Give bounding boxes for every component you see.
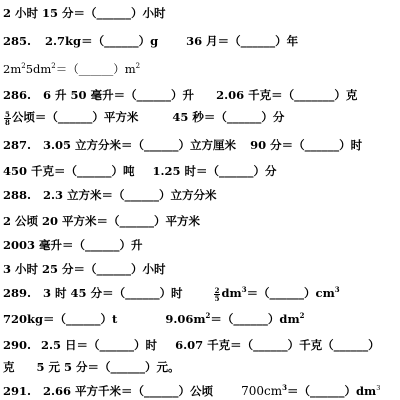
problem-287-b [3, 164, 277, 178]
question-text: 公顷＝（______）平方米 [11, 110, 139, 124]
problem-289-b [3, 312, 305, 326]
question-text: 6.07 千克＝（______）千克（______） [175, 338, 380, 352]
question-text: ＝（______）m [55, 62, 136, 76]
exponent: 3 [241, 285, 247, 295]
question-text: 2.3 立方米＝（______）立方分米 [43, 188, 217, 202]
question-text: 2.5 日＝（______）时 [41, 338, 158, 352]
problem-number: 289. [3, 286, 32, 300]
question-text: 90 分＝（______）时 [250, 138, 363, 152]
problem-288-c [3, 238, 143, 252]
problem-287 [3, 138, 362, 152]
problem-288-d [3, 262, 166, 276]
question-text: 2m [3, 62, 22, 76]
question-text: ＝（______）dm [210, 312, 300, 326]
problem-286 [3, 88, 357, 102]
fraction [4, 111, 11, 126]
exponent: 2 [21, 62, 26, 71]
numerator: 5 [5, 109, 10, 119]
question-text: 9.06m [165, 312, 206, 326]
question-text: 3 时 45 分＝（______）时 [43, 286, 183, 300]
problem-285 [3, 34, 298, 48]
question-text: 700cm [241, 384, 283, 398]
exponent: 3 [334, 285, 340, 295]
question-text: 1.25 时＝（______）分 [152, 164, 277, 178]
exponent: 2 [51, 62, 56, 71]
problem-number: 290. [3, 338, 32, 352]
question-text: 2.66 平方千米＝（______）公顷 [43, 384, 214, 398]
exponent: 2 [205, 311, 211, 321]
exponent: 2 [135, 62, 141, 71]
question-text: 3 小时 25 分＝（______）小时 [3, 262, 166, 276]
problem-285-b [3, 62, 140, 76]
question-text: 450 千克＝（______）吨 [3, 164, 135, 178]
question-text: 2.7kg＝（______）g [45, 34, 159, 48]
numerator: 2 [214, 285, 220, 295]
problem-number: 291. [3, 384, 32, 398]
problem-number: 287. [3, 138, 32, 152]
problem-290 [3, 338, 380, 352]
line-hours-minutes-1 [3, 6, 166, 20]
question-text: dm [221, 286, 242, 300]
question-text: 45 秒＝（______）分 [172, 110, 285, 124]
question-text: 36 月＝（______）年 [186, 34, 299, 48]
question-text: 720kg＝（______）t [3, 312, 118, 326]
question-text: 2003 毫升＝（______）升 [3, 238, 143, 252]
question-text: 2.06 千克＝（_______）克 [216, 88, 358, 102]
problem-289 [3, 286, 340, 302]
problem-286-b [3, 110, 284, 126]
problem-number: 285. [3, 34, 32, 48]
question-text: 2 公顷 20 平方米＝（______）平方米 [3, 214, 201, 228]
problem-number: 288. [3, 188, 32, 202]
problem-288-b [3, 214, 200, 228]
question-text: 克 [3, 360, 15, 374]
question-text: 3.05 立方分米＝（______）立方厘米 [43, 138, 237, 152]
problem-291 [3, 384, 380, 398]
exponent: 3 [282, 383, 287, 393]
denominator: 5 [214, 293, 220, 303]
exponent: 3 [376, 384, 381, 393]
problem-290-b [3, 360, 180, 374]
question-text: 2 小时 15 分＝（______）小时 [3, 6, 166, 20]
question-text: ＝（______）dm [286, 384, 377, 398]
fraction [214, 287, 221, 302]
question-text: 5dm [25, 62, 52, 76]
question-text: 5 元 5 分＝（______）元。 [36, 360, 180, 374]
exponent: 2 [299, 311, 305, 321]
question-text: 6 升 50 毫升＝（______）升 [43, 88, 195, 102]
question-text: ＝（______）cm [246, 286, 335, 300]
problem-number: 286. [3, 88, 32, 102]
denominator: 8 [5, 117, 10, 127]
problem-288 [3, 188, 217, 202]
